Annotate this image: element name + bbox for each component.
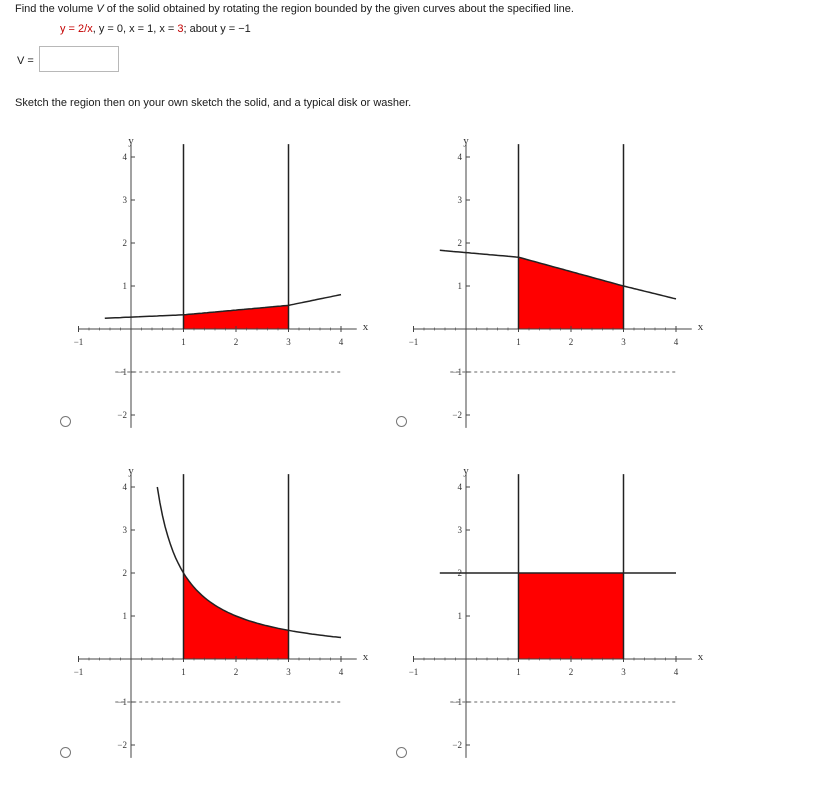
graph-option-4 — [405, 460, 704, 780]
x-tick-label: 1 — [181, 667, 186, 677]
y-tick-label: 1 — [457, 281, 462, 291]
x-tick-label: −1 — [73, 667, 84, 677]
shaded-region — [184, 305, 289, 329]
x-tick-label: 3 — [621, 667, 626, 677]
option-1-radio[interactable] — [60, 416, 71, 427]
y-tick-label: −1 — [452, 697, 462, 707]
equation-rest: , y = 0, x = 1, x = — [92, 23, 178, 35]
y-tick-label: 4 — [122, 482, 127, 492]
y-tick-label: −2 — [117, 410, 127, 420]
graph-option-1 — [70, 130, 369, 450]
x-tick-label: 2 — [233, 667, 239, 677]
y-tick-label: 3 — [122, 525, 127, 535]
y-tick-label: −1 — [117, 367, 127, 377]
question-after: of the solid obtained by rotating the region bounded by the given curves about the specified line. — [103, 3, 574, 15]
y-axis-name: y — [128, 135, 134, 147]
graph-svg — [70, 130, 369, 450]
y-tick-label: −2 — [452, 410, 462, 420]
x-axis-name: x — [697, 651, 704, 663]
shaded-region — [519, 257, 624, 329]
y-tick-label: −2 — [452, 740, 462, 750]
equation-x-end: 3 — [177, 23, 184, 35]
x-tick-label: 3 — [621, 337, 626, 347]
x-tick-label: 1 — [516, 337, 521, 347]
x-tick-label: 1 — [181, 337, 186, 347]
x-tick-label: −1 — [408, 667, 419, 677]
graph-svg — [70, 460, 369, 780]
y-tick-label: 4 — [457, 152, 462, 162]
x-tick-label: 3 — [286, 337, 291, 347]
question-text — [15, 3, 574, 15]
x-tick-label: −1 — [408, 337, 419, 347]
x-tick-label: 1 — [516, 667, 521, 677]
option-4-radio[interactable] — [396, 747, 407, 758]
y-tick-label: 4 — [457, 482, 462, 492]
y-tick-label: 3 — [457, 195, 462, 205]
x-tick-label: 2 — [233, 337, 239, 347]
x-axis-name: x — [362, 651, 369, 663]
y-tick-label: 1 — [122, 611, 127, 621]
x-tick-label: 4 — [673, 337, 679, 347]
y-tick-label: 2 — [457, 238, 462, 248]
y-tick-label: 4 — [122, 152, 127, 162]
x-tick-label: 4 — [673, 667, 679, 677]
y-tick-label: 3 — [122, 195, 127, 205]
option-3-radio[interactable] — [60, 747, 71, 758]
y-tick-label: −2 — [117, 740, 127, 750]
x-axis-name: x — [362, 321, 369, 333]
x-tick-label: 4 — [338, 337, 344, 347]
y-tick-label: 3 — [457, 525, 462, 535]
x-tick-label: 4 — [338, 667, 344, 677]
graph-option-3 — [70, 460, 369, 780]
y-tick-label: 2 — [122, 238, 127, 248]
y-axis-name: y — [128, 465, 134, 477]
x-tick-label: 2 — [568, 337, 574, 347]
y-tick-label: 2 — [457, 568, 462, 578]
graph-svg — [405, 460, 704, 780]
x-tick-label: 3 — [286, 667, 291, 677]
y-tick-label: −1 — [117, 697, 127, 707]
x-axis-name: x — [697, 321, 704, 333]
y-tick-label: 1 — [457, 611, 462, 621]
question-var: V — [96, 3, 104, 15]
y-tick-label: 1 — [122, 281, 127, 291]
y-axis-name: y — [463, 465, 469, 477]
option-2-radio[interactable] — [396, 416, 407, 427]
equation-line — [60, 23, 251, 35]
shaded-region — [519, 573, 624, 659]
answer-label: V = — [17, 55, 34, 67]
question-before: Find the volume — [15, 3, 97, 15]
graph-option-2 — [405, 130, 704, 450]
y-axis-name: y — [463, 135, 469, 147]
x-tick-label: −1 — [73, 337, 84, 347]
answer-input[interactable] — [39, 46, 119, 72]
graph-svg — [405, 130, 704, 450]
equation-axis: ; about y = −1 — [183, 23, 251, 35]
sketch-instruction: Sketch the region then on your own sketch the solid, and a typical disk or washer. — [15, 97, 412, 109]
equation-curve: y = 2/x — [60, 23, 93, 35]
y-tick-label: 2 — [122, 568, 127, 578]
y-tick-label: −1 — [452, 367, 462, 377]
x-tick-label: 2 — [568, 667, 574, 677]
